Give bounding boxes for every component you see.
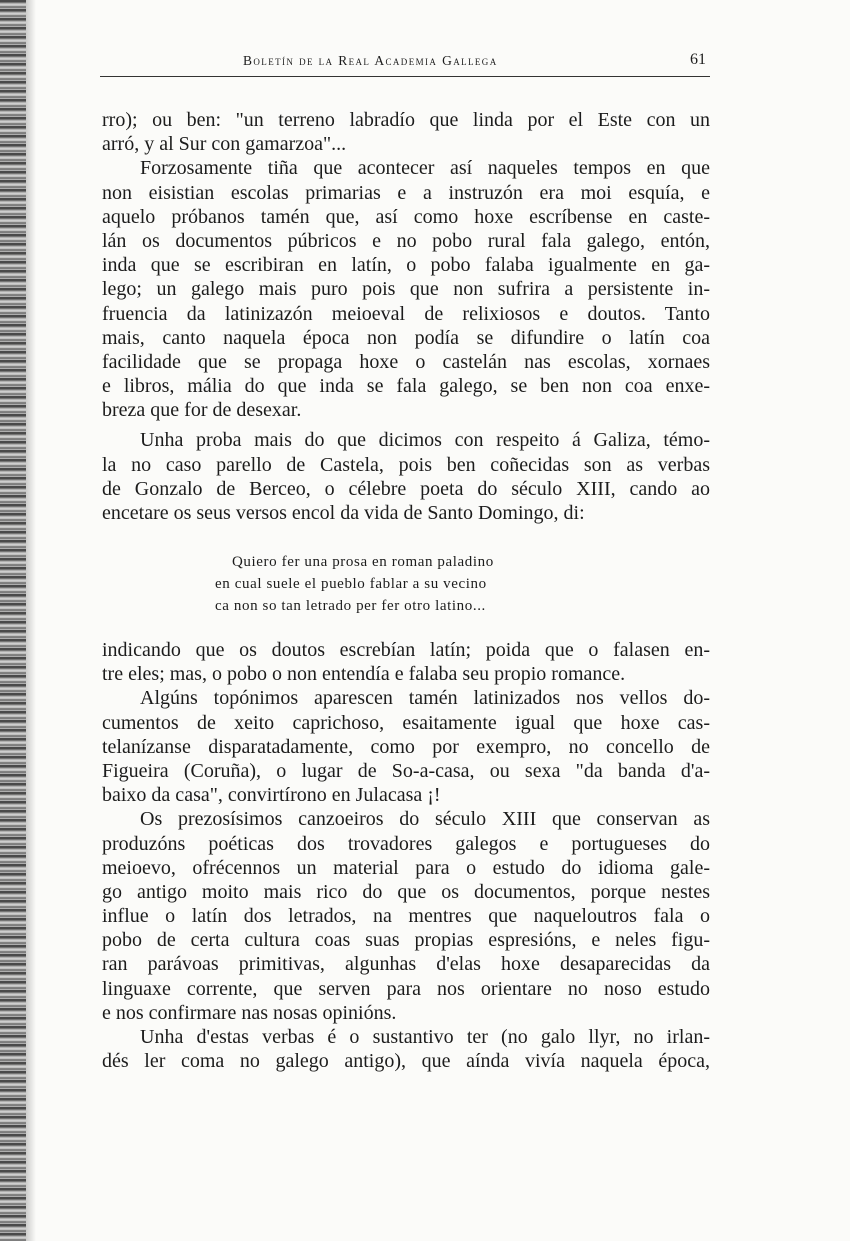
text-line: dés ler coma no galego antigo), que aínda vivía naquela época, <box>102 1050 710 1073</box>
text-line: la no caso parello de Castela, pois ben coñecidas son as verbas <box>102 453 710 476</box>
text-line: telanízanse disparatadamente, como por exempro, no concello de <box>102 735 710 758</box>
verse-line: en cual suele el pueblo fablar a su vecino <box>215 576 487 592</box>
text-line: cumentos de xeito caprichoso, esaitamente igual que hoxe cas- <box>102 711 710 734</box>
paragraph-7 <box>102 1025 710 1073</box>
scan-edge-gradient <box>26 0 36 1241</box>
text-line: inda que se escribiran en latín, o pobo falaba igualmente en ga- <box>102 254 710 277</box>
scan-edge-shadow <box>0 0 26 1241</box>
text-line: Figueira (Coruña), o lugar de So-a-casa, ou sexa "da banda d'a- <box>102 759 710 782</box>
text-line: aquelo próbanos tamén que, así como hoxe escríbense en caste- <box>102 205 710 228</box>
text-line: baixo da casa", convirtírono en Julacasa ¡! <box>102 784 441 807</box>
text-line: de Gonzalo de Berceo, o célebre poeta do século XIII, cando ao <box>102 477 710 500</box>
text-line: mais, canto naquela época non podía se difundire o latín coa <box>102 326 710 349</box>
text-line: produzóns poéticas dos trovadores galegos e portugueses do <box>102 832 710 855</box>
journal-title: Boletín de la Real Academia Gallega <box>243 53 498 68</box>
body-text-top <box>102 108 710 525</box>
text-line: linguaxe corrente, que serven para nos orientare no noso estudo <box>102 977 710 1000</box>
text-line: encetare os seus versos encol da vida de Santo Domingo, di: <box>102 502 585 524</box>
text-line: Forzosamente tiña que acontecer así naqueles tempos en que <box>140 157 710 180</box>
text-line: tre eles; mas, o pobo o non entendía e falaba seu propio romance. <box>102 663 626 686</box>
text-line: facilidade que se propaga hoxe o castelán nas escolas, xornaes <box>102 350 710 373</box>
running-header <box>100 50 710 77</box>
text-line: go antigo moito mais rico do que os documentos, porque nestes <box>102 880 710 903</box>
paragraph-2 <box>102 156 710 422</box>
text-line: Algúns topónimos aparescen tamén latinizados nos vellos do- <box>140 687 710 710</box>
body-text-bottom <box>102 638 710 1073</box>
paragraph-5 <box>102 686 710 807</box>
text-line: breza que for de desexar. <box>102 399 302 422</box>
text-line: ran parávoas primitivas, algunhas d'elas hoxe desaparecidas da <box>102 953 710 976</box>
text-line: lán os documentos púbricos e no pobo rural fala galego, entón, <box>102 229 710 252</box>
text-line: fruencia da latinizazón meioeval de relixiosos e doutos. Tanto <box>102 302 710 325</box>
text-line: rro); ou ben: "un terreno labradío que linda por el Este con un <box>102 109 710 131</box>
text-line: Os prezosísimos canzoeiros do século XIII que conservan as <box>140 808 710 831</box>
paragraph-4 <box>102 638 710 686</box>
text-line: meioevo, ofrécennos un material para o estudo do idioma gale- <box>102 856 710 879</box>
text-line: pobo de certa cultura coas suas propias espresións, e neles figu- <box>102 929 710 952</box>
text-line: e libros, mália do que inda se fala galego, se ben non coa enxe- <box>102 375 710 398</box>
paragraph-6 <box>102 807 710 1025</box>
verse-quotation <box>215 551 595 617</box>
text-line: arró, y al Sur con gamarzoa"... <box>102 133 347 156</box>
text-line: e nos confirmare nas nosas opinións. <box>102 1001 397 1024</box>
verse-line: ca non so tan letrado per fer otro latino... <box>215 598 486 614</box>
text-line: non eisistian escolas primarias e a instruzón era moi esquía, e <box>102 181 710 204</box>
verse-line: Quiero fer una prosa en roman paladino <box>232 554 494 570</box>
text-line: Unha d'estas verbas é o sustantivo ter (no galo llyr, no irlan- <box>140 1026 710 1048</box>
text-line: lego; un galego mais puro pois que non sufrira a persistente in- <box>102 278 710 301</box>
page-number: 61 <box>690 51 706 68</box>
paragraph-1 <box>102 108 710 156</box>
text-line: indicando que os doutos escrebían latín; poida que o falasen en- <box>102 639 710 661</box>
paragraph-3 <box>102 428 710 525</box>
text-line: influe o latín dos letrados, na mentres que naqueloutros fala o <box>102 905 710 928</box>
text-line: Unha proba mais do que dicimos con respeito á Galiza, témo- <box>140 429 710 452</box>
